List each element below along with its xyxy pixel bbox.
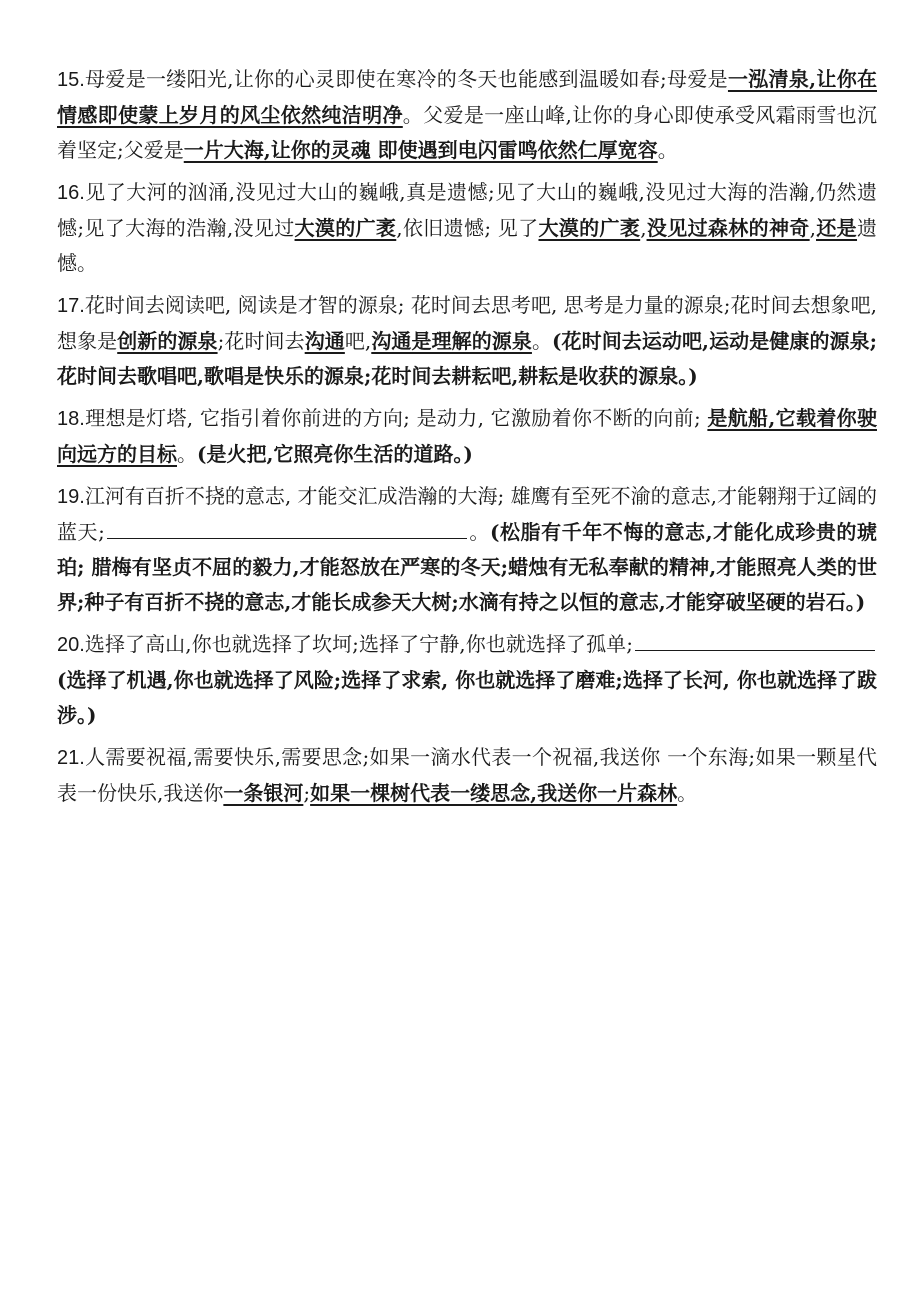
paragraph-15 <box>57 62 877 168</box>
body-text: 花时间去阅读吧, 阅读是才智的源泉; 花时间去思考吧, 思考是力量的源泉;花时间去想象吧,想象是 <box>57 293 877 353</box>
answer-text: 是航船,它载着你驶向远方的目标 <box>57 406 877 466</box>
body-text: 遗憾。 <box>57 216 878 275</box>
body-text: 理想是灯塔, 它指引着你前进的方向; 是动力, 它激励着你不断的向前; <box>84 406 708 430</box>
body-text: 。父爱是一座山峰,让你的身心即使承受风霜雨雪也沉着坚定;父爱是 <box>57 103 877 162</box>
document-page <box>57 62 877 818</box>
answer-text: 还是 <box>816 216 858 240</box>
answer-text: 沟通是理解的源泉 <box>371 329 532 353</box>
body-text: 吧, <box>344 329 372 353</box>
body-text: , <box>809 216 816 240</box>
body-text: 。 <box>468 520 490 544</box>
answer-text: 大漠的广袤 <box>538 216 641 240</box>
answer-text: 如果一棵树代表一缕思念,我送你一片森林 <box>310 781 678 805</box>
item-number: 21. <box>57 747 85 769</box>
body-text: 。 <box>531 329 553 353</box>
answer-text: 大漠的广袤 <box>294 216 397 240</box>
answer-text: 一片大海,让你的灵魂 即使遇到电闪雷鸣依然仁厚宽容 <box>183 138 658 162</box>
fill-in-blank[interactable] <box>107 516 467 539</box>
body-text: 。 <box>657 138 678 162</box>
answer-text: 一条银河 <box>223 781 304 805</box>
paragraph-19 <box>57 479 877 620</box>
answer-text: 没见过森林的神奇 <box>646 216 810 240</box>
body-text: 人需要祝福,需要快乐,需要思念;如果一滴水代表一个祝福,我送你 一个东海;如果一颗星代表一份快乐,我送你 <box>57 745 877 805</box>
bold-text: (松脂有千年不悔的意志,才能化成珍贵的琥珀; 腊梅有坚贞不屈的毅力,才能怒放在严寒的冬天;蜡烛有无私奉献的精神,才能照亮人类的世界;种子有百折不挠的意志,才能长成参天大树;水滴有持之以恒的意志,才能穿破坚硬的岩石。) <box>57 520 877 614</box>
body-text: 选择了高山,你也就选择了坎坷;选择了宁静,你也就选择了孤单; <box>84 632 633 656</box>
item-number: 19. <box>57 486 85 508</box>
body-text: 。 <box>677 781 698 805</box>
body-text: , <box>640 216 647 240</box>
body-text: 。 <box>177 442 197 466</box>
item-number: 15. <box>57 69 85 91</box>
body-text: ; <box>303 781 311 805</box>
item-number: 17. <box>57 295 85 317</box>
paragraph-16 <box>57 175 877 281</box>
bold-text: (是火把,它照亮你生活的道路。) <box>197 442 473 466</box>
body-text: 江河有百折不挠的意志, 才能交汇成浩瀚的大海; 雄鹰有至死不渝的意志,才能翱翔于辽阔的蓝天; <box>57 484 877 544</box>
bold-text: (选择了机遇,你也就选择了风险;选择了求索, 你也就选择了磨难;选择了长河, 你也就选择了跋涉。) <box>57 668 877 727</box>
item-number: 18. <box>57 408 85 430</box>
answer-text: 沟通 <box>304 329 345 353</box>
paragraph-21 <box>57 740 877 811</box>
fill-in-blank[interactable] <box>635 628 875 651</box>
body-text: ;花时间去 <box>217 329 305 353</box>
body-text: ,依旧遗憾; 见了 <box>396 216 539 240</box>
answer-text: 一泓清泉,让你在情感即使蒙上岁月的风尘依然纯洁明净 <box>57 67 877 127</box>
item-number: 20. <box>57 634 85 656</box>
bold-text: (花时间去运动吧,运动是健康的源泉;花时间去歌唱吧,歌唱是快乐的源泉;花时间去耕耘吧,耕耘是收获的源泉。) <box>57 329 878 388</box>
paragraph-17 <box>57 288 877 394</box>
paragraph-18 <box>57 401 877 472</box>
answer-text: 创新的源泉 <box>117 329 218 353</box>
body-text: 母爱是一缕阳光,让你的心灵即使在寒冷的冬天也能感到温暖如春;母爱是 <box>84 67 728 91</box>
paragraph-20 <box>57 627 877 733</box>
body-text: 见了大河的汹涌,没见过大山的巍峨,真是遗憾;见了大山的巍峨,没见过大海的浩瀚,仍然遗憾;见了大海的浩瀚,没见过 <box>57 180 877 240</box>
item-number: 16. <box>57 182 85 204</box>
